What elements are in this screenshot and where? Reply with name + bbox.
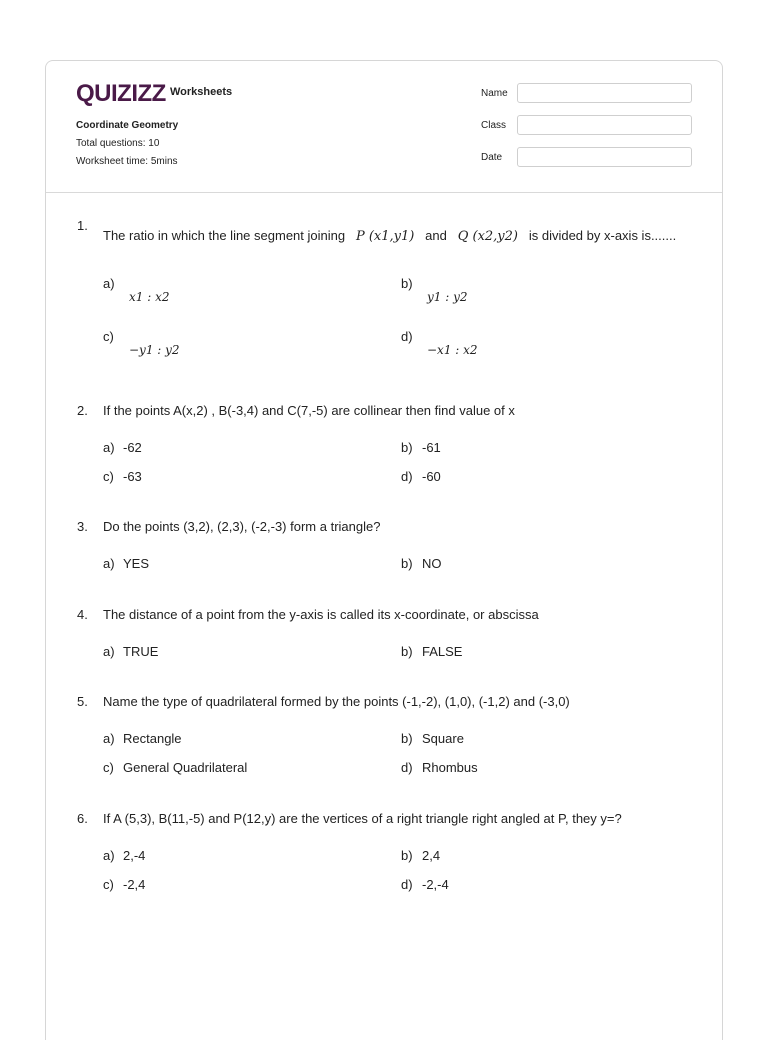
question-text: The distance of a point from the y-axis is called its x-coordinate, or abscissa <box>103 607 539 622</box>
worksheet-header <box>46 61 722 193</box>
option-c[interactable]: -63 <box>123 469 142 484</box>
question-number: 5. <box>77 694 88 709</box>
option-a[interactable]: Rectangle <box>123 731 182 746</box>
option-b[interactable]: NO <box>422 556 442 571</box>
question-number: 4. <box>77 607 88 622</box>
option-letter: b) <box>401 731 413 746</box>
question-text: Do the points (3,2), (2,3), (-2,-3) form a triangle? <box>103 519 381 534</box>
worksheet-title: Coordinate Geometry <box>76 120 179 131</box>
total-questions: Total questions: 10 <box>76 138 160 149</box>
option-c[interactable]: −y1 : y2 <box>129 343 180 357</box>
option-letter: c) <box>103 329 114 344</box>
option-letter: b) <box>401 440 413 455</box>
option-letter: a) <box>103 731 115 746</box>
option-letter: d) <box>401 760 413 775</box>
option-a[interactable]: -62 <box>123 440 142 455</box>
option-d[interactable]: -2,-4 <box>422 877 449 892</box>
option-letter: b) <box>401 644 413 659</box>
logo-subtitle: Worksheets <box>170 86 233 98</box>
option-letter: b) <box>401 848 413 863</box>
option-a[interactable]: 2,-4 <box>123 848 146 863</box>
option-d[interactable]: −x1 : x2 <box>427 343 478 357</box>
question-number: 3. <box>77 519 88 534</box>
option-a[interactable]: YES <box>123 556 150 571</box>
math-point-p: P (x1,y1) <box>355 229 415 244</box>
question-number: 1. <box>77 218 88 233</box>
math-point-q: Q (x2,y2) <box>457 229 518 244</box>
option-letter: c) <box>103 469 114 484</box>
question-number: 2. <box>77 403 88 418</box>
class-field[interactable] <box>517 115 692 135</box>
worksheet-time: Worksheet time: 5mins <box>76 156 178 167</box>
question-number: 6. <box>77 811 88 826</box>
option-letter: a) <box>103 848 115 863</box>
option-d[interactable]: -60 <box>422 469 441 484</box>
option-letter: a) <box>103 644 115 659</box>
question-text: Name the type of quadrilateral formed by the points (-1,-2), (1,0), (-1,2) and (-3,0) <box>103 694 570 709</box>
question-text-part: The ratio in which the line segment joining <box>103 228 346 243</box>
question-text-part: and <box>425 228 447 243</box>
date-field[interactable] <box>517 147 692 167</box>
option-b[interactable]: 2,4 <box>422 848 441 863</box>
question-text-part: is divided by x-axis is....... <box>528 228 677 243</box>
option-b[interactable]: FALSE <box>422 644 463 659</box>
option-a[interactable]: x1 : x2 <box>129 290 170 304</box>
option-b[interactable]: -61 <box>422 440 441 455</box>
worksheet-page <box>45 60 723 1040</box>
question-text: If A (5,3), B(11,-5) and P(12,y) are the vertices of a right triangle right angled at P, they y=? <box>103 811 622 826</box>
name-field[interactable] <box>517 83 692 103</box>
option-letter: c) <box>103 877 114 892</box>
option-c[interactable]: General Quadrilateral <box>123 760 248 775</box>
option-b[interactable]: y1 : y2 <box>427 290 468 304</box>
option-letter: a) <box>103 556 115 571</box>
option-b[interactable]: Square <box>422 731 464 746</box>
question-text <box>103 228 676 244</box>
quizizz-logo: QUIZIZZ <box>76 80 166 107</box>
option-letter: c) <box>103 760 114 775</box>
name-label: Name <box>481 88 508 99</box>
option-d[interactable]: Rhombus <box>422 760 478 775</box>
class-label: Class <box>481 120 507 131</box>
question-text: If the points A(x,2) , B(-3,4) and C(7,-5) are collinear then find value of x <box>103 403 515 418</box>
date-label: Date <box>481 152 503 163</box>
option-letter: b) <box>401 556 413 571</box>
option-letter: d) <box>401 329 413 344</box>
option-c[interactable]: -2,4 <box>123 877 146 892</box>
option-a[interactable]: TRUE <box>123 644 159 659</box>
option-letter: a) <box>103 440 115 455</box>
option-letter: b) <box>401 276 413 291</box>
option-letter: a) <box>103 276 115 291</box>
option-letter: d) <box>401 877 413 892</box>
option-letter: d) <box>401 469 413 484</box>
